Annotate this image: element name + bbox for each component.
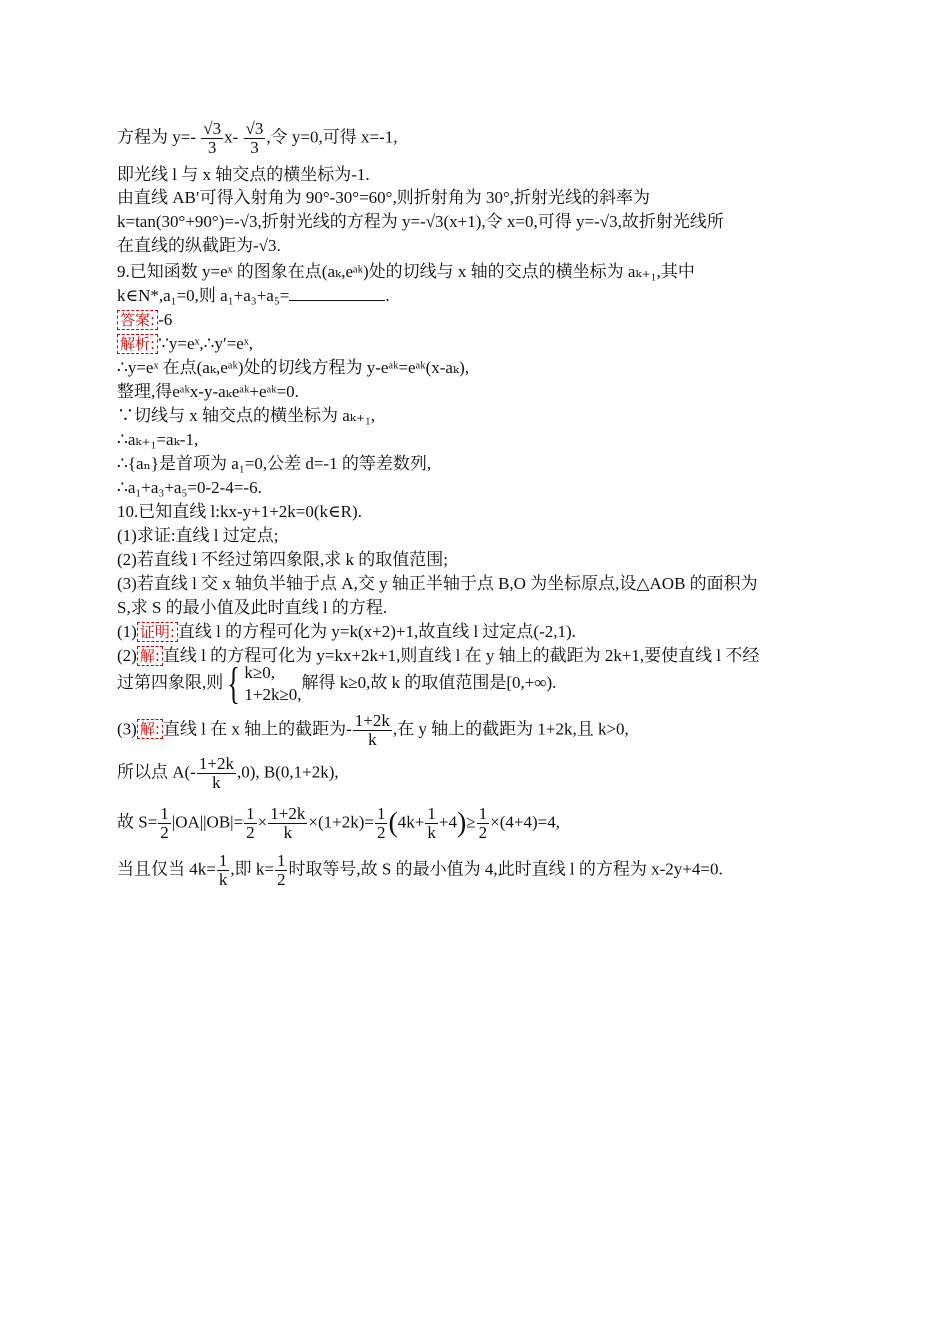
text-line: ∵切线与 x 轴交点的横坐标为 aₖ₊₁, — [117, 406, 376, 425]
fraction: $\frac{1}{2}$ — [160, 804, 169, 842]
text-line: ∴aₖ₊₁=aₖ-1, — [117, 430, 199, 449]
answer-tag: 答案: — [117, 310, 158, 330]
text-line: 由直线 AB′可得入射角为 90°-30°=60°,则折射角为 30°,折射光线的斜率为 — [117, 188, 651, 207]
question-9-cond: k∈N*,a₁=0,则 a₁+a₃+a₅= . — [117, 286, 390, 305]
text-line: (3)若直线 l 交 x 轴负半轴于点 A,交 y 轴正半轴于点 B,O 为坐标原点,设△AOB 的面积为 — [117, 574, 758, 593]
fraction: $\frac{1+2k}{k}$ — [354, 711, 390, 749]
line-refraction-eq: 方程为 y=- $\frac{√3}{3}$ x- $\frac{√3}{3}$ ,令 y=0,可得 x=-1, — [117, 119, 398, 157]
analysis-line: 解析: ∵y=eˣ,∴y′=eˣ, — [117, 334, 253, 354]
solution-tag: 解: — [137, 719, 163, 739]
point-coords-line: 所以点 A(- $\frac{1+2k}{k}$ ,0), B(0,1+2k), — [117, 754, 339, 792]
solution-2-line: (2) 解: 直线 l 的方程可化为 y=kx+2k+1,则直线 l 在 y 轴上的截距为 2k+1,要使直线 l 不经 — [117, 646, 760, 665]
text-line: 即光线 l 与 x 轴交点的横坐标为-1. — [117, 165, 370, 184]
analysis-tag: 解析: — [117, 334, 158, 354]
fraction: $\frac{√3}{3}$ — [203, 119, 222, 157]
solution-tag: 解: — [137, 646, 163, 666]
text-line: S,求 S 的最小值及此时直线 l 的方程. — [117, 598, 388, 617]
proof-line: (1) 证明: 直线 l 的方程可化为 y=k(x+2)+1,故直线 l 过定点(-2,1). — [117, 622, 576, 641]
fraction: $\frac{1+2k}{k}$ — [270, 804, 306, 842]
text-line: ∴{aₙ}是首项为 a₁=0,公差 d=-1 的等差数列, — [117, 454, 432, 473]
text-line: ∴a₁+a₃+a₅=0-2-4=-6. — [117, 478, 262, 497]
text-line: 整理,得eᵃᵏx-y-aₖeᵃᵏ+eᵃᵏ=0. — [117, 382, 299, 401]
text-line: (1)求证:直线 l 过定点; — [117, 526, 279, 545]
inequality-system-line: 过第四象限,则{ k≥0, 1+2k≥0, 解得 k≥0,故 k 的取值范围是[0,+∞). — [117, 659, 557, 708]
answer-line: 答案: -6 — [117, 310, 172, 330]
proof-tag: 证明: — [137, 622, 178, 642]
fraction: $\frac{1}{2}$ — [246, 804, 255, 842]
answer-blank — [289, 286, 385, 301]
fraction: $\frac{1+2k}{k}$ — [198, 754, 234, 792]
text-line: (2)若直线 l 不经过第四象限,求 k 的取值范围; — [117, 550, 449, 569]
fraction: $\frac{1}{k}$ — [427, 804, 436, 842]
question-10-title: 10.已知直线 l:kx-y+1+2k=0(k∈R). — [117, 502, 362, 521]
fraction: $\frac{1}{2}$ — [276, 851, 286, 889]
area-formula-line: 故 S= $\frac{1}{2}$ |OA||OB|= $\frac{1}{2}$ × $\frac{1+2k}{k}$ ×(1+2k)= $\frac{1}{2}$ (4k+ $\frac{1}{k}$ +4)≥ $\frac{1}{2}$ ×(4+4)=4, — [117, 804, 560, 842]
fraction: $\frac{1}{2}$ — [478, 804, 488, 842]
fraction: $\frac{1}{2}$ — [376, 804, 386, 842]
text-line: ∴y=eˣ 在点(aₖ,eᵃᵏ)处的切线方程为 y-eᵃᵏ=eᵃᵏ(x-aₖ), — [117, 358, 470, 377]
text-line: 在直线的纵截距为-√3. — [117, 236, 281, 255]
text-line: k=tan(30°+90°)=-√3,折射光线的方程为 y=-√3(x+1),令 x=0,可得 y=-√3,故折射光线所 — [117, 212, 724, 231]
solution-3-line: (3) 解: 直线 l 在 x 轴上的截距为- $\frac{1+2k}{k}$ ,在 y 轴上的截距为 1+2k,且 k>0, — [117, 711, 629, 749]
question-9-title: 9.已知函数 y=eˣ 的图象在点(aₖ,eᵃᵏ)处的切线与 x 轴的交点的横坐标为 aₖ₊₁,其中 — [117, 262, 695, 281]
fraction: $\frac{1}{k}$ — [218, 851, 228, 889]
conclusion-line: 当且仅当 4k= $\frac{1}{k}$ ,即 k= $\frac{1}{2}$ 时取等号,故 S 的最小值为 4,此时直线 l 的方程为 x-2y+4=0. — [117, 851, 723, 889]
brace: { — [227, 659, 241, 708]
fraction: $\frac{√3}{3}$ — [245, 119, 264, 157]
